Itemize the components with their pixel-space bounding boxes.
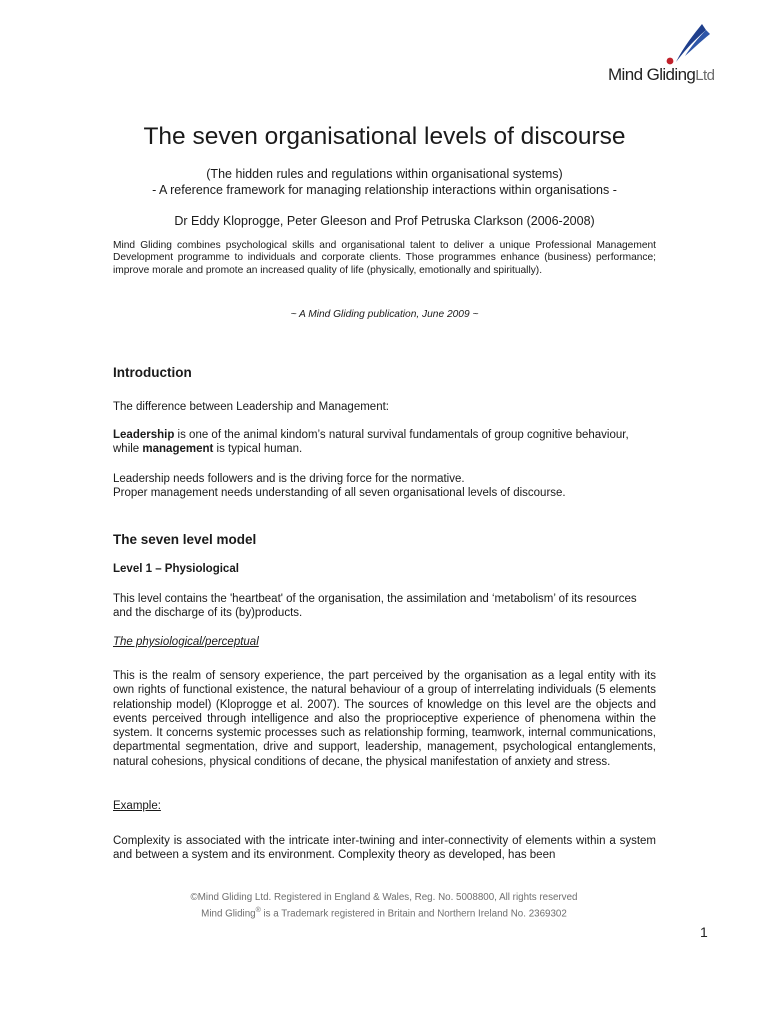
company-description: Mind Gliding combines psychological skills and organisational talent to deliver a unique Professional Management Development programme to individuals and corporate clients. Those programmes enhance (business) performance; improve morale and promote an increased quality of life (physically, emotionally and spiritually).	[113, 240, 656, 276]
document-title: The seven organisational levels of discourse	[143, 123, 626, 150]
document-subtitle: (The hidden rules and regulations within organisational systems)	[206, 167, 563, 181]
difference-text: The difference between Leadership and Management:	[113, 401, 389, 413]
level-1-heading: Level 1 – Physiological	[113, 563, 239, 575]
company-logo	[606, 20, 716, 92]
leadership-paragraph	[113, 428, 656, 457]
footer-trademark	[0, 907, 768, 919]
proper-management-text: Proper management needs understanding of all seven organisational levels of discourse.	[113, 487, 566, 499]
level-1-text: This level contains the 'heartbeat' of the organisation, the assimilation and ‘metabolism’ of its resources and the discharge of its (by)products.	[113, 593, 637, 620]
example-heading: Example:	[113, 800, 161, 812]
sensory-realm-paragraph: This is the realm of sensory experience, the part perceived by the organisation as a legal entity with its own rights of functional existence, the natural behaviour of a group of interrelating individuals (5 elements relationship model) (Kloprogge et al. 2007). The sources of knowledge on this level are the objects and events perceived through intelligence and also the proprioceptive experience of phenomena within the system. It concerns systemic processes such as relationship forming, teamwork, internal communications, departmental segmentation, drive and support, leadership, management, psychological entanglements, natural cohesions, physical conditions of decane, the physical manifestation of anxiety and stress.	[113, 670, 656, 768]
footer-trademark-text: is a Trademark registered in Britain and Northern Ireland No. 2369302	[260, 908, 567, 920]
introduction-heading: Introduction	[113, 365, 192, 380]
physiological-subheading: The physiological/perceptual	[113, 636, 259, 648]
leadership-text-a: is one of the animal kindom’s natural survival fundamentals of group cognitive behaviour, while	[113, 429, 629, 456]
logo-wordmark	[608, 65, 714, 85]
followers-text: Leadership needs followers and is the driving force for the normative.	[113, 473, 465, 485]
leadership-term: Leadership	[113, 429, 175, 441]
footer-copyright: ©Mind Gliding Ltd. Registered in England & Wales, Reg. No. 5008800, All rights reserved	[190, 892, 578, 903]
authors-line: Dr Eddy Kloprogge, Peter Gleeson and Prof Petruska Clarkson (2006-2008)	[174, 214, 595, 228]
complexity-paragraph: Complexity is associated with the intricate inter-twining and inter-connectivity of elements within a system and between a system and its environment. Complexity theory as developed, has been	[113, 835, 656, 862]
publication-note: ~ A Mind Gliding publication, June 2009 ~	[290, 309, 479, 320]
management-term: management	[142, 443, 214, 456]
document-tagline: - A reference framework for managing relationship interactions within organisations -	[152, 183, 617, 197]
logo-suffix: Ltd	[695, 67, 715, 84]
registered-mark: ®	[255, 907, 261, 914]
logo-name: Mind Gliding	[608, 65, 696, 84]
footer-brand: Mind Gliding	[201, 908, 256, 920]
leadership-text-b: is typical human.	[213, 443, 303, 456]
glider-swoosh-icon	[606, 20, 716, 70]
seven-level-model-heading: The seven level model	[113, 532, 257, 547]
page-number: 1	[700, 924, 708, 940]
